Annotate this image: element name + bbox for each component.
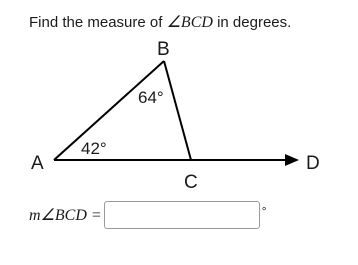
vertex-label-b: B	[157, 39, 170, 60]
ray-arrowhead-icon	[285, 154, 299, 166]
question-angle: ∠BCD	[166, 14, 213, 31]
answer-row	[29, 200, 267, 230]
side-ab	[54, 61, 164, 160]
vertex-label-a: A	[31, 153, 44, 174]
side-bc	[164, 61, 191, 160]
vertex-label-c: C	[184, 172, 198, 193]
question-text-after: in degrees.	[212, 14, 292, 31]
vertex-label-d: D	[306, 153, 320, 174]
question-text-before: Find the measure of	[29, 14, 167, 31]
degree-unit: °	[261, 204, 267, 218]
answer-label: m∠BCD =	[29, 207, 102, 224]
angle-label-b: 64°	[138, 88, 164, 107]
answer-input[interactable]	[104, 201, 260, 229]
angle-label-a: 42°	[81, 139, 107, 158]
